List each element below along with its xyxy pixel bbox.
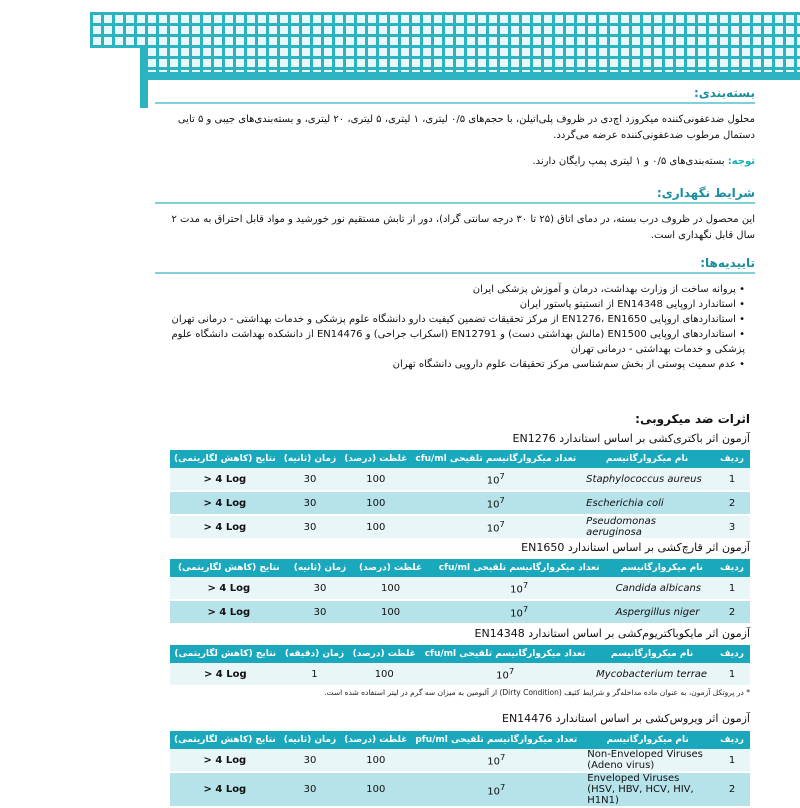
table-row xyxy=(170,772,750,807)
organism-name: Enveloped Viruses (HSV, HBV, HCV, HIV, H1N1) xyxy=(581,772,714,807)
organism-name: Mycobacterium terrae xyxy=(590,663,714,686)
count-exponent: 7 xyxy=(508,666,515,677)
row-number: 2 xyxy=(714,491,750,515)
table-row xyxy=(170,749,750,772)
col-header: تعداد میکروارگانیسم تلقیحی cfu/ml xyxy=(429,559,610,577)
col-header: نتایج (کاهش لگاریتمی) xyxy=(170,731,280,749)
concentration: 100 xyxy=(352,577,428,600)
list-item: • استانداردهای اروپایی EN1500 (مالش بهداشتی دست) و EN12791 (اسکراب جراحی) و EN14476 از دانشکده بهداشت دانشگاه علوم پزشکی و خدمات بهداشتی - درمانی تهران xyxy=(155,327,745,357)
log-reduction: > 4 Log xyxy=(170,663,281,686)
inoculum-count xyxy=(420,663,590,686)
organism-name: Non-Enveloped Viruses (Adeno virus) xyxy=(581,749,714,772)
row-number: 1 xyxy=(714,749,750,772)
table-header-row xyxy=(170,450,750,468)
table-row xyxy=(170,515,750,539)
organism-name: Escherichia coli xyxy=(580,491,714,515)
col-header: غلظت (درصد) xyxy=(348,645,420,663)
table-row xyxy=(170,468,750,491)
table-row xyxy=(170,491,750,515)
col-header: زمان (ثانیه) xyxy=(288,559,353,577)
col-header: غلظت (درصد) xyxy=(340,450,411,468)
table-row xyxy=(170,663,750,686)
col-header: زمان (ثانیه) xyxy=(280,450,340,468)
log-reduction: > 4 Log xyxy=(170,468,280,491)
concentration: 100 xyxy=(352,600,428,624)
list-item: • پروانه ساخت از وزارت بهداشت، درمان و آموزش پزشکی ایران xyxy=(155,282,745,297)
contact-time: 30 xyxy=(280,749,340,772)
row-number: 2 xyxy=(714,600,750,624)
concentration: 100 xyxy=(340,468,411,491)
inoculum-count xyxy=(411,491,580,515)
log-reduction: > 4 Log xyxy=(170,491,280,515)
contact-time: 1 xyxy=(281,663,349,686)
inoculum-count xyxy=(411,772,581,807)
contact-time: 30 xyxy=(280,468,340,491)
table-header-row xyxy=(170,731,750,749)
col-header: ردیف xyxy=(714,450,750,468)
organism-name: Pseudomonas aeruginosa xyxy=(580,515,714,539)
table-title: آزمون اثر قارچ‌کشی بر اساس استاندارد EN1650 xyxy=(521,541,750,554)
contact-time: 30 xyxy=(280,772,340,807)
list-item: • استانداردهای اروپایی EN1276، EN1650 از مرکز تحقیقات تضمین کیفیت دارو دانشگاه علوم پزشکی و خدمات بهداشتی - درمانی تهران xyxy=(155,312,745,327)
section-heading: تاییدیه‌ها: xyxy=(155,256,755,274)
row-number: 1 xyxy=(714,663,750,686)
concentration: 100 xyxy=(348,663,420,686)
table-row xyxy=(170,577,750,600)
col-header: ردیف xyxy=(714,645,750,663)
table-header-row xyxy=(170,559,750,577)
row-number: 3 xyxy=(714,515,750,539)
count-base: 10 xyxy=(486,499,500,511)
contact-time: 30 xyxy=(288,600,353,624)
count-exponent: 7 xyxy=(499,495,505,506)
count-base: 10 xyxy=(510,608,523,620)
col-header: زمان (ثانیه) xyxy=(280,731,340,749)
count-exponent: 7 xyxy=(499,471,505,482)
note-label: توجه: xyxy=(727,156,755,167)
bactericidal-table xyxy=(170,450,750,540)
concentration: 100 xyxy=(340,749,411,772)
organism-name: Staphylococcus aureus xyxy=(580,468,714,491)
row-number: 2 xyxy=(714,772,750,807)
col-header: تعداد میکروارگانیسم تلقیحی cfu/ml xyxy=(411,450,580,468)
col-header: غلظت (درصد) xyxy=(340,731,411,749)
count-base: 10 xyxy=(486,475,500,487)
count-base: 10 xyxy=(486,523,500,535)
effects-heading: اثرات ضد میکروبی: xyxy=(635,412,750,426)
table-title: آزمون اثر مایکوباکتریوم‌کشی بر اساس استاندارد EN14348 xyxy=(474,627,750,640)
inoculum-count xyxy=(411,515,580,539)
list-item: • استاندارد اروپایی EN14348 از انستیتو پاستور ایران xyxy=(155,297,745,312)
note-text: بسته‌بندی‌های ۰/۵ و ۱ لیتری پمپ رایگان دارند. xyxy=(532,156,728,167)
log-reduction: > 4 Log xyxy=(170,577,288,600)
count-exponent: 7 xyxy=(522,580,529,591)
log-reduction: > 4 Log xyxy=(170,749,280,772)
count-base: 10 xyxy=(510,584,523,596)
contact-time: 30 xyxy=(280,491,340,515)
log-reduction: > 4 Log xyxy=(170,515,280,539)
storage-text: این محصول در ظروف درب بسته، در دمای اتاق (۲۵ تا ۳۰ درجه سانتی گراد)، دور از تابش مستقیم نور خورشید و مواد قابل احتراق به مدت ۲ سال قابل نگهداری است. xyxy=(171,214,755,241)
storage-section xyxy=(155,186,755,244)
inoculum-count xyxy=(429,577,610,600)
list-item: • عدم سمیت پوستی از بخش سم‌شناسی مرکز تحقیقات علوم دارویی دانشگاه تهران xyxy=(155,357,745,372)
table-row xyxy=(170,600,750,624)
contact-time: 30 xyxy=(280,515,340,539)
col-header: نام میکروارگانیسم xyxy=(590,645,714,663)
col-header: نام میکروارگانیسم xyxy=(581,731,714,749)
col-header: غلظت (درصد) xyxy=(352,559,428,577)
col-header: نام میکروارگانیسم xyxy=(580,450,714,468)
inoculum-count xyxy=(411,749,581,772)
organism-name: Candida albicans xyxy=(610,577,714,600)
col-header: تعداد میکروارگانیسم تلقیحی pfu/ml xyxy=(411,731,581,749)
approvals-list xyxy=(155,282,755,372)
count-exponent: 7 xyxy=(500,781,506,792)
organism-name: Aspergillus niger xyxy=(610,600,714,624)
section-heading: شرایط نگهداری: xyxy=(155,186,755,204)
count-base: 10 xyxy=(496,670,509,682)
approvals-section xyxy=(155,256,755,372)
count-base: 10 xyxy=(487,786,501,798)
count-exponent: 7 xyxy=(522,604,529,615)
concentration: 100 xyxy=(340,772,411,807)
corner-space xyxy=(90,48,140,108)
col-header: نتایج (کاهش لگاریتمی) xyxy=(170,559,288,577)
virucidal-table xyxy=(170,731,750,808)
inoculum-count xyxy=(411,468,580,491)
row-number: 1 xyxy=(714,468,750,491)
count-exponent: 7 xyxy=(500,752,506,763)
col-header: نتایج (کاهش لگاریتمی) xyxy=(170,450,280,468)
packaging-note xyxy=(155,154,755,170)
corner-bar xyxy=(140,72,800,80)
col-header: نام میکروارگانیسم xyxy=(610,559,714,577)
col-header: ردیف xyxy=(714,731,750,749)
col-header: تعداد میکروارگانیسم تلقیحی cfu/ml xyxy=(420,645,590,663)
packaging-text: محلول ضدعفونی‌کننده میکروزد اچ‌دی در ظروف پلی‌اتیلن، با حجم‌های ۰/۵ لیتری، ۱ لیتری، ۵ لیتری، ۲۰ لیتری، و بسته‌بندی‌های جیبی و ۵ تایی دستمال مرطوب ضدعفونی‌کننده عرضه می‌گردد. xyxy=(177,114,755,141)
count-base: 10 xyxy=(487,756,501,768)
contact-time: 30 xyxy=(288,577,353,600)
section-heading: بسته‌بندی: xyxy=(155,86,755,104)
table-title: آزمون اثر باکتری‌کشی بر اساس استاندارد EN1276 xyxy=(512,432,750,445)
table-title: آزمون اثر ویروس‌کشی بر اساس استاندارد EN14476 xyxy=(502,712,750,725)
col-header: نتایج (کاهش لگاریتمی) xyxy=(170,645,281,663)
concentration: 100 xyxy=(340,491,411,515)
fungicidal-table xyxy=(170,559,750,625)
concentration: 100 xyxy=(340,515,411,539)
table-header-row xyxy=(170,645,750,663)
inoculum-count xyxy=(429,600,610,624)
row-number: 1 xyxy=(714,577,750,600)
mycobactericidal-table xyxy=(170,645,750,687)
log-reduction: > 4 Log xyxy=(170,772,280,807)
col-header: زمان (دقیقه) xyxy=(281,645,349,663)
count-exponent: 7 xyxy=(499,519,505,530)
log-reduction: > 4 Log xyxy=(170,600,288,624)
footnote: * در پروتکل آزمون، به عنوان ماده مداخله‌گر و شرایط کثیف (Dirty Condition) از آلبومین به میزان سه گرم در لیتر استفاده شده است. xyxy=(324,688,750,697)
packaging-section xyxy=(155,86,755,170)
col-header: ردیف xyxy=(714,559,750,577)
